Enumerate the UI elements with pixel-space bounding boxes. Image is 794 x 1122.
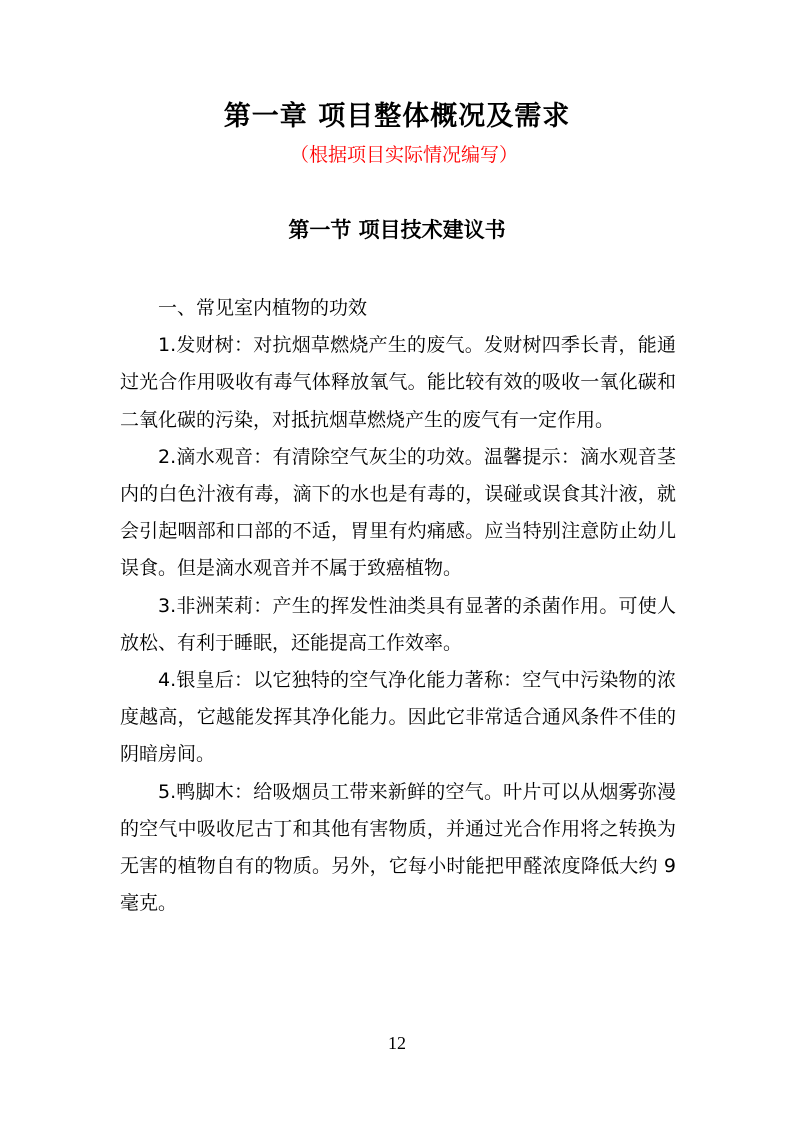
section-title: 第一节 项目技术建议书 [288,218,506,242]
paragraph-silver-queen: 4.银皇后：以它独特的空气净化能力著称：空气中污染物的浓度越高，它越能发挥其净化能力。因此它非常适合通风条件不佳的阴暗房间。 [120,669,676,766]
paragraph-schefflera: 5.鸭脚木：给吸烟员工带来新鲜的空气。叶片可以从烟雾弥漫的空气中吸收尼古丁和其他有害物质，并通过光合作用将之转换为无害的植物自有的物质。另外，它每小时能把甲醛浓度降低大约 9 毫克。 [120,780,676,915]
paragraph-african-jasmine: 3.非洲茉莉：产生的挥发性油类具有显著的杀菌作用。可使人放松、有利于睡眠，还能提高工作效率。 [120,594,676,654]
document-body [120,290,676,922]
paragraph-fortune-tree: 1.发财树：对抗烟草燃烧产生的废气。发财树四季长青，能通过光合作用吸收有毒气体释放氧气。能比较有效的吸收一氧化碳和二氧化碳的污染，对抵抗烟草燃烧产生的废气有一定作用。 [120,334,676,431]
subsection-heading: 一、常见室内植物的功效 [158,297,368,319]
chapter-note: （根据项目实际情况编写） [290,144,519,166]
paragraph-alocasia: 2.滴水观音：有清除空气灰尘的功效。温馨提示：滴水观音茎内的白色汁液有毒，滴下的水也是有毒的，误碰或误食其汁液，就会引起咽部和口部的不适，胃里有灼痛感。应当特别注意防止幼儿误食。但是滴水观音并不属于致癌植物。 [120,445,676,580]
chapter-title: 第一章 项目整体概况及需求 [223,101,571,132]
page-number: 12 [388,1033,406,1053]
